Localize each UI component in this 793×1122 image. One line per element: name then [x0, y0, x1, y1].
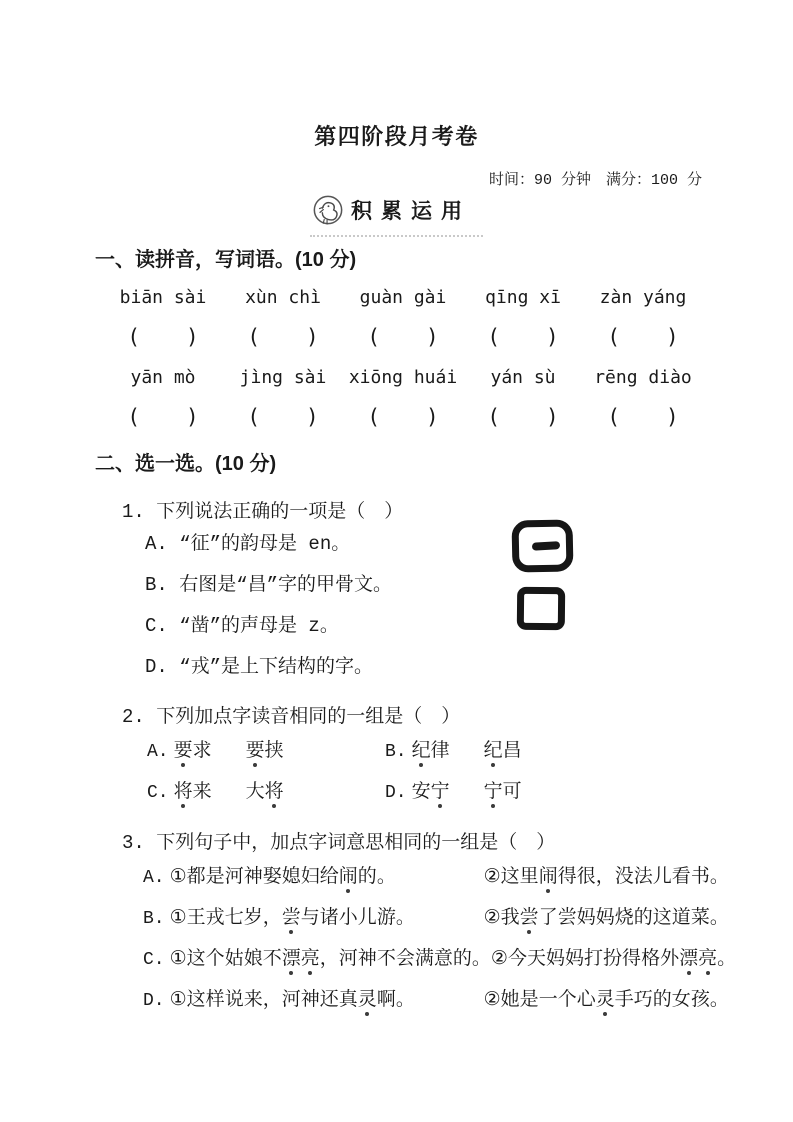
char: 儿 [652, 866, 672, 888]
char: 的 [633, 907, 653, 929]
pinyin-word: xiōng huái [348, 367, 458, 388]
section-banner [310, 194, 483, 237]
dotted-word [174, 781, 212, 804]
char: 可 [502, 781, 522, 803]
char: 纪 [411, 740, 431, 762]
char: 看 [671, 866, 691, 888]
paren-close: ) [306, 405, 319, 429]
char: 她 [500, 989, 520, 1011]
char: 灵 [357, 989, 377, 1011]
paren-open: ( [247, 405, 260, 429]
answer-blank [343, 405, 463, 429]
dotted-word [174, 740, 212, 763]
char: 。 [395, 989, 415, 1011]
char: 岁 [243, 907, 263, 929]
blank-row-1 [103, 325, 703, 349]
question2-stem: 2. 下列加点字读音相同的一组是（ ） [122, 706, 461, 728]
char: 与 [300, 907, 320, 929]
char: 手 [614, 989, 634, 1011]
dotted-word [246, 740, 284, 763]
char: 尝 [557, 907, 577, 929]
paren-open: ( [487, 325, 500, 349]
char: 我 [500, 907, 520, 929]
char: 。 [471, 948, 491, 970]
char: 烧 [614, 907, 634, 929]
char: ① [169, 989, 187, 1011]
q2-option [147, 781, 385, 805]
char: 大 [245, 781, 265, 803]
dotted-word [412, 781, 450, 804]
char: 姑 [224, 948, 244, 970]
q1-option: A. “征”的韵母是 en。 [145, 533, 351, 555]
char: 游 [376, 907, 396, 929]
char: ② [483, 866, 501, 888]
q3-option [143, 865, 736, 890]
sentence-2 [484, 988, 729, 1012]
section-banner-label: 积累运用 [351, 200, 471, 223]
paren-open: ( [367, 325, 380, 349]
exam-time-score-meta: 时间：90 分钟 满分：100 分 [488, 172, 702, 189]
answer-blank [103, 325, 223, 349]
paren-close: ) [666, 325, 679, 349]
char: 道 [671, 907, 691, 929]
dotted-word [484, 740, 522, 763]
char: 亮 [698, 948, 718, 970]
char: 神 [357, 948, 377, 970]
paren-open: ( [487, 405, 500, 429]
char: 给 [319, 866, 339, 888]
char: 河 [224, 866, 244, 888]
q1-option: C. “凿”的声母是 z。 [145, 615, 339, 637]
paren-close: ) [306, 325, 319, 349]
char: 河 [338, 948, 358, 970]
pinyin-row-2 [103, 367, 703, 388]
oracle-bone-mouth-glyph [517, 587, 565, 631]
question3-options [143, 865, 736, 1029]
paren-open: ( [607, 325, 620, 349]
q3-option [143, 988, 736, 1013]
char: 啊 [376, 989, 396, 1011]
answer-blank [583, 405, 703, 429]
q3-option [143, 906, 736, 931]
answer-blank [223, 325, 343, 349]
paren-close: ) [426, 325, 439, 349]
char: 妈 [595, 907, 615, 929]
pinyin-word: zàn yáng [599, 287, 687, 308]
char: 书 [690, 866, 710, 888]
pinyin-word: xùn chì [245, 287, 321, 308]
char: 不 [376, 948, 396, 970]
paren-close: ) [186, 405, 199, 429]
char: 神 [300, 989, 320, 1011]
pinyin-word: yán sù [490, 367, 556, 388]
char: 灵 [595, 989, 615, 1011]
char: 闹 [338, 866, 358, 888]
section1-heading: 一、读拼音，写词语。(10 分) [95, 249, 357, 271]
char: 这 [500, 866, 520, 888]
pinyin-row-1 [103, 287, 703, 308]
char: 娘 [243, 948, 263, 970]
char: 。 [395, 907, 415, 929]
char: 媳 [281, 866, 301, 888]
char: ② [483, 989, 501, 1011]
pinyin-word: rēng diào [594, 367, 692, 388]
char: 尝 [281, 907, 301, 929]
char: 将 [264, 781, 284, 803]
pinyin-word: qīng xī [485, 287, 561, 308]
char: 心 [576, 989, 596, 1011]
char: 昌 [502, 740, 522, 762]
char: 要 [173, 740, 193, 762]
char: 这 [186, 989, 206, 1011]
dotted-word [484, 781, 522, 804]
sentence-2 [484, 906, 729, 930]
char: 菜 [690, 907, 710, 929]
char: 律 [430, 740, 450, 762]
char: 。 [376, 866, 396, 888]
char: 巧 [633, 989, 653, 1011]
char: 今 [507, 948, 527, 970]
paren-open: ( [367, 405, 380, 429]
char: 将 [173, 781, 193, 803]
char: ① [169, 948, 187, 970]
char: 得 [557, 866, 577, 888]
char: 尝 [519, 907, 539, 929]
char: 。 [709, 866, 729, 888]
char: 意 [433, 948, 453, 970]
char: 戎 [205, 907, 225, 929]
char: 纪 [483, 740, 503, 762]
char: 天 [526, 948, 546, 970]
question3-stem: 3. 下列句子中，加点字词意思相同的一组是（ ） [122, 832, 556, 854]
char: 妈 [565, 948, 585, 970]
char: 七 [224, 907, 244, 929]
answer-blank [103, 405, 223, 429]
char: 孩 [690, 989, 710, 1011]
char: 很 [576, 866, 596, 888]
paren-close: ) [426, 405, 439, 429]
q3-option [143, 947, 736, 972]
char: 满 [414, 948, 434, 970]
question2-options [147, 740, 522, 805]
char: 个 [205, 948, 225, 970]
option-label: A. [147, 742, 169, 762]
q2-option [147, 740, 385, 764]
paren-open: ( [247, 325, 260, 349]
q1-option: B. 右图是“昌”字的甲骨文。 [145, 574, 393, 596]
sentence-1 [170, 947, 491, 971]
char: 样 [205, 989, 225, 1011]
char: 里 [519, 866, 539, 888]
dotted-word [412, 740, 450, 763]
char: 了 [538, 907, 558, 929]
char: ① [169, 866, 187, 888]
option-label: D. [143, 991, 165, 1011]
char: 法 [633, 866, 653, 888]
paren-close: ) [546, 405, 559, 429]
q2-option [385, 740, 522, 764]
char: 外 [660, 948, 680, 970]
answer-blank [463, 405, 583, 429]
answer-blank [583, 325, 703, 349]
char: 的 [357, 866, 377, 888]
char: ② [483, 907, 501, 929]
char: ， [595, 866, 615, 888]
sentence-1 [170, 865, 484, 889]
char: 来 [243, 989, 263, 1011]
section-banner-wrap [0, 194, 793, 237]
char: 。 [709, 907, 729, 929]
dotted-word [246, 781, 284, 804]
paren-close: ) [666, 405, 679, 429]
blank-row-2 [103, 405, 703, 429]
char: ， [319, 948, 339, 970]
char: 安 [411, 781, 431, 803]
char: 扮 [603, 948, 623, 970]
char: 女 [671, 989, 691, 1011]
char: 不 [262, 948, 282, 970]
char: 诸 [319, 907, 339, 929]
char: 的 [452, 948, 472, 970]
char: 儿 [357, 907, 377, 929]
char: ， [262, 989, 282, 1011]
oracle-bone-sun-glyph [511, 519, 573, 572]
char: 是 [205, 866, 225, 888]
paren-open: ( [127, 325, 140, 349]
char: ② [490, 948, 508, 970]
char: 格 [641, 948, 661, 970]
char: 这 [186, 948, 206, 970]
option-label: C. [143, 950, 165, 970]
sentence-2 [484, 865, 729, 889]
option-label: D. [385, 783, 407, 803]
char: 会 [395, 948, 415, 970]
char: 王 [186, 907, 206, 929]
char: 妈 [545, 948, 565, 970]
char: 求 [192, 740, 212, 762]
sentence-1 [170, 906, 484, 930]
answer-blank [343, 325, 463, 349]
char: 是 [519, 989, 539, 1011]
paren-open: ( [607, 405, 620, 429]
char: 闹 [538, 866, 558, 888]
char: 神 [243, 866, 263, 888]
char: 个 [557, 989, 577, 1011]
char: ① [169, 907, 187, 929]
paren-close: ) [186, 325, 199, 349]
char: 河 [281, 989, 301, 1011]
char: 宁 [483, 781, 503, 803]
pinyin-word: yān mò [130, 367, 196, 388]
paren-close: ) [546, 325, 559, 349]
char: 的 [652, 989, 672, 1011]
q1-option: D. “戎”是上下结构的字。 [145, 656, 374, 678]
char: 宁 [430, 781, 450, 803]
pinyin-word: jìng sài [239, 367, 327, 388]
bird-sketch-icon [312, 194, 344, 226]
char: 。 [717, 948, 737, 970]
q2-option [385, 781, 522, 805]
option-label: A. [143, 868, 165, 888]
char: ， [262, 907, 282, 929]
question1-stem: 1. 下列说法正确的一项是（ ） [122, 501, 404, 523]
char: 还 [319, 989, 339, 1011]
sentence-2 [491, 947, 736, 971]
section2-heading: 二、选一选。(10 分) [95, 453, 277, 475]
pinyin-word: biān sài [119, 287, 207, 308]
char: 来 [192, 781, 212, 803]
pinyin-word: guàn gài [359, 287, 447, 308]
option-label: B. [143, 909, 165, 929]
char: 。 [709, 989, 729, 1011]
char: 挟 [264, 740, 284, 762]
char: 妈 [576, 907, 596, 929]
sentence-1 [170, 988, 484, 1012]
char: 要 [245, 740, 265, 762]
option-label: C. [147, 783, 169, 803]
page-title: 第四阶段月考卷 [314, 124, 479, 149]
paren-open: ( [127, 405, 140, 429]
char: 打 [584, 948, 604, 970]
answer-blank [463, 325, 583, 349]
char: 没 [614, 866, 634, 888]
char: 漂 [281, 948, 301, 970]
char: 一 [538, 989, 558, 1011]
option-label: B. [385, 742, 407, 762]
char: 小 [338, 907, 358, 929]
answer-blank [223, 405, 343, 429]
char: 妇 [300, 866, 320, 888]
char: 漂 [679, 948, 699, 970]
char: 娶 [262, 866, 282, 888]
question1-options [145, 533, 392, 697]
char: 得 [622, 948, 642, 970]
char: 都 [186, 866, 206, 888]
char: 说 [224, 989, 244, 1011]
char: 真 [338, 989, 358, 1011]
char: 这 [652, 907, 672, 929]
oracle-bone-sun-bar [531, 541, 559, 551]
char: 亮 [300, 948, 320, 970]
